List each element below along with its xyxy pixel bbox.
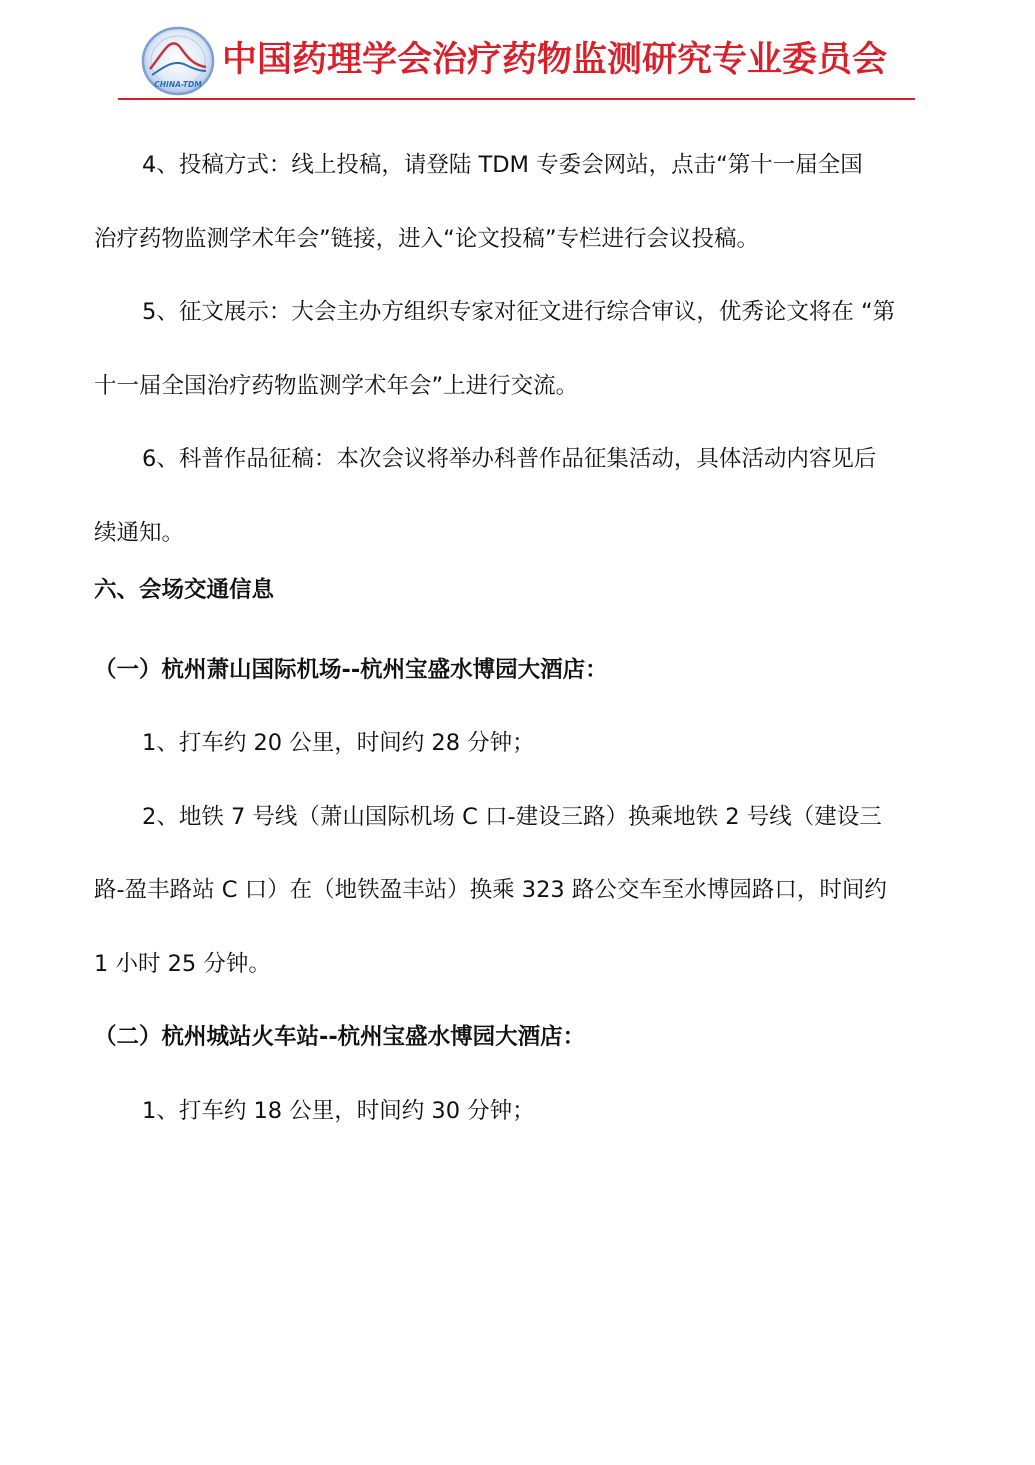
paragraph-line: 路-盈丰路站 C 口）在（地铁盈丰站）换乘 323 路公交车至水博园路口，时间约 <box>94 877 887 903</box>
paragraph-line: 1、打车约 18 公里，时间约 30 分钟； <box>142 1098 535 1124</box>
letterhead <box>0 0 1035 104</box>
header-divider <box>118 98 915 100</box>
paragraph-line: 5、征文展示：大会主办方组织专家对征文进行综合审议，优秀论文将在 “第 <box>142 299 896 325</box>
logo-text: CHINA-TDM <box>154 80 202 89</box>
paragraph-line: 4、投稿方式：线上投稿，请登陆 TDM 专委会网站，点击“第十一届全国 <box>142 152 863 178</box>
paragraph-line: 十一届全国治疗药物监测学术年会”上进行交流。 <box>94 373 579 399</box>
paragraph-line: 续通知。 <box>94 520 185 546</box>
paragraph-line: 治疗药物监测学术年会”链接，进入“论文投稿”专栏进行会议投稿。 <box>94 226 759 252</box>
subsection-heading: （一）杭州萧山国际机场--杭州宝盛水博园大酒店： <box>94 657 608 683</box>
paragraph-line: 1、打车约 20 公里，时间约 28 分钟； <box>142 730 535 756</box>
china-tdm-logo-icon <box>140 25 216 97</box>
paragraph-line: 2、地铁 7 号线（萧山国际机场 C 口-建设三路）换乘地铁 2 号线（建设三 <box>142 804 882 830</box>
paragraph-line: 1 小时 25 分钟。 <box>94 951 271 977</box>
subsection-heading: （二）杭州城站火车站--杭州宝盛水博园大酒店： <box>94 1024 586 1050</box>
organization-title: 中国药理学会治疗药物监测研究专业委员会 <box>222 40 888 80</box>
paragraph-line: 6、科普作品征稿：本次会议将举办科普作品征集活动，具体活动内容见后 <box>142 446 877 472</box>
section-heading: 六、会场交通信息 <box>94 577 275 603</box>
